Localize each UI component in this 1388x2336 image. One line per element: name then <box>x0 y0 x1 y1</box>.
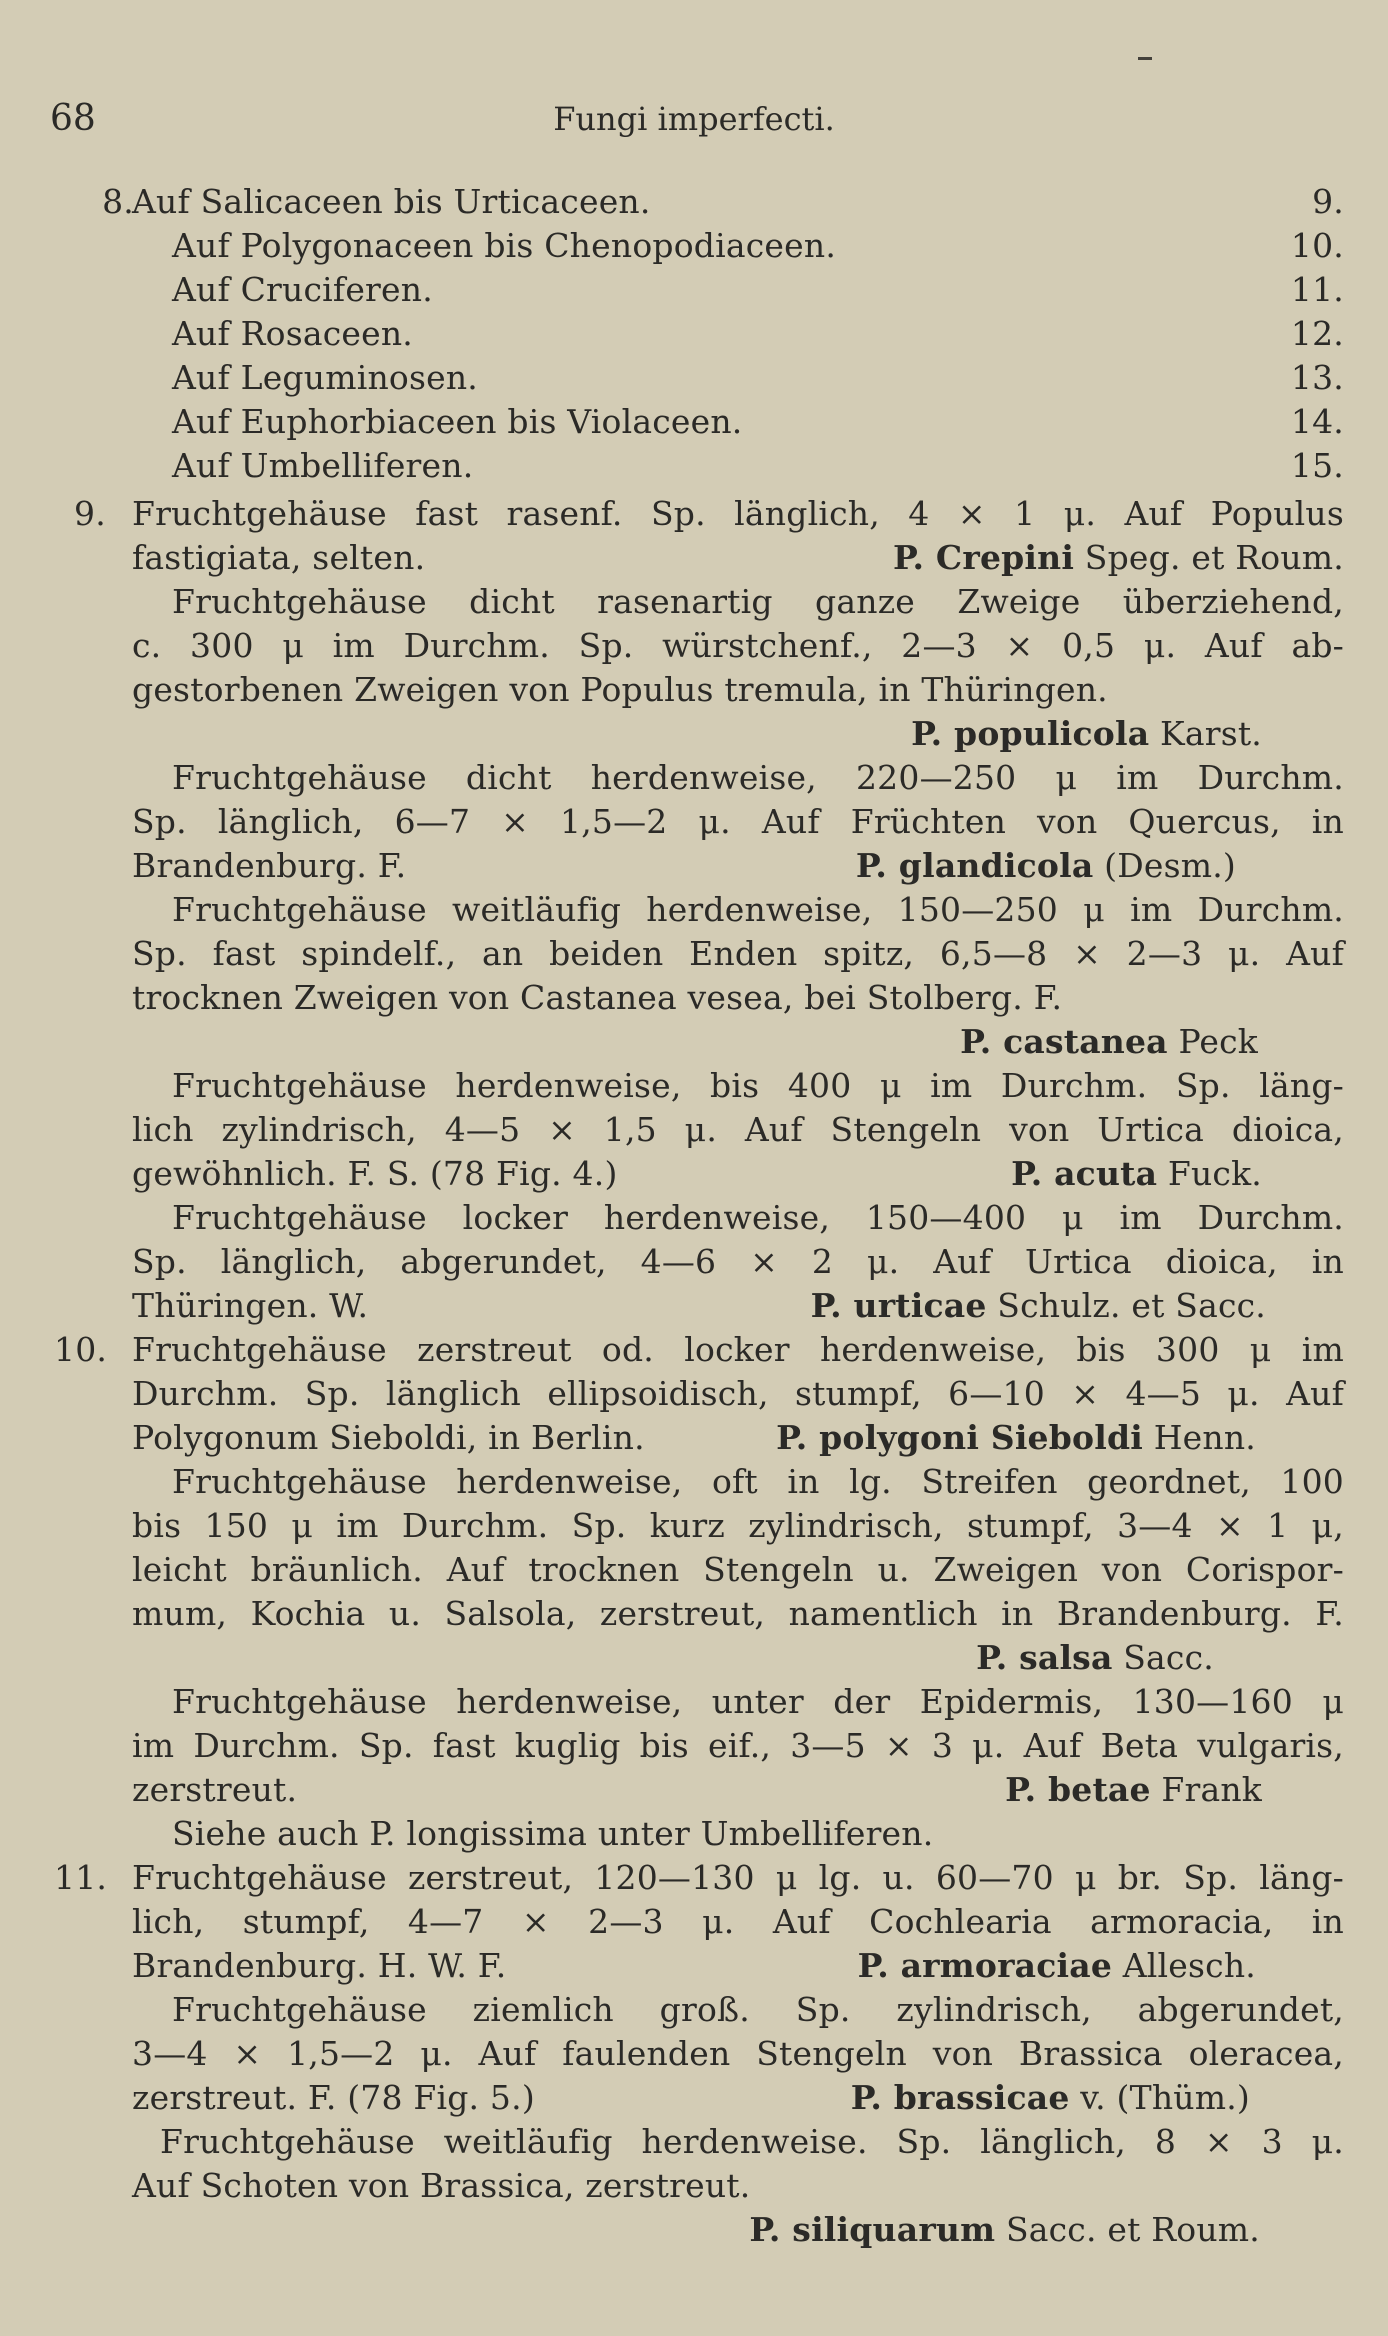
text-line: trocknen Zweigen von Castanea vesea, bei Stolberg. F. <box>132 978 1063 1017</box>
species-author: Fuck. <box>1167 1154 1262 1193</box>
key-row <box>0 226 1388 270</box>
text-line: Fruchtgehäuse zerstreut, 120—130 μ lg. u. 60—70 μ br. Sp. läng- <box>132 1858 1344 1897</box>
text-line: leicht bräunlich. Auf trocknen Stengeln u. Zweigen von Corispor- <box>132 1550 1344 1589</box>
text-line: Auf Schoten von Brassica, zerstreut. <box>132 2166 751 2205</box>
species-line <box>0 538 1344 577</box>
species-name: P. polygoni Sieboldi <box>776 1418 1143 1457</box>
key-row <box>0 182 1388 226</box>
text-line: zerstreut. F. (78 Fig. 5.) <box>132 2078 535 2117</box>
key-reference: 9. <box>1312 182 1344 221</box>
text-line: im Durchm. Sp. fast kuglig bis eif., 3—5 × 3 μ. Auf Beta vulgaris, <box>132 1726 1344 1765</box>
text-line: Fruchtgehäuse locker herdenweise, 150—400 μ im Durchm. <box>172 1198 1344 1237</box>
key-row <box>0 446 1388 490</box>
text-line: zerstreut. <box>132 1770 298 1809</box>
species-line <box>0 714 1262 753</box>
species-name: P. acuta <box>1011 1154 1158 1193</box>
species-author: Frank <box>1161 1770 1262 1809</box>
key-text: Auf Cruciferen. <box>172 270 433 309</box>
species-name: P. glandicola <box>855 846 1094 885</box>
key-row <box>0 402 1388 446</box>
page-mark <box>1138 57 1152 60</box>
text-line: Fruchtgehäuse dicht rasenartig ganze Zweige überziehend, <box>172 582 1344 621</box>
text-line: Durchm. Sp. länglich ellipsoidisch, stumpf, 6—10 × 4—5 μ. Auf <box>132 1374 1344 1413</box>
key-row <box>0 358 1388 402</box>
species-line <box>0 1022 1258 1061</box>
species-name: P. urticae <box>810 1286 987 1325</box>
species-author: Sacc. <box>1123 1638 1214 1677</box>
text-line: Siehe auch P. longissima unter Umbelliferen. <box>172 1814 934 1853</box>
key-reference: 11. <box>1290 270 1344 309</box>
species-name: P. armoraciae <box>857 1946 1113 1985</box>
text-line: Brandenburg. F. <box>132 846 407 885</box>
text-line: Fruchtgehäuse weitläufig herdenweise. Sp. länglich, 8 × 3 μ. <box>160 2122 1344 2161</box>
text-line: Fruchtgehäuse herdenweise, bis 400 μ im Durchm. Sp. läng- <box>172 1066 1344 1105</box>
species-author: Speg. et Roum. <box>1084 538 1344 577</box>
key-reference: 15. <box>1290 446 1344 485</box>
text-line: Fruchtgehäuse herdenweise, unter der Epidermis, 130—160 μ <box>172 1682 1344 1721</box>
running-header <box>0 98 1388 144</box>
species-author: Karst. <box>1160 714 1262 753</box>
key-number: 11. <box>54 1858 108 1897</box>
text-line: Sp. fast spindelf., an beiden Enden spitz, 6,5—8 × 2—3 μ. Auf <box>132 934 1344 973</box>
key-number: 8. <box>102 182 134 221</box>
text-line: 3—4 × 1,5—2 μ. Auf faulenden Stengeln von Brassica oleracea, <box>132 2034 1344 2073</box>
species-name: P. Crepini <box>892 538 1075 577</box>
key-number: 9. <box>74 494 106 533</box>
text-line: Fruchtgehäuse fast rasenf. Sp. länglich, 4 × 1 μ. Auf Populus <box>132 494 1344 533</box>
text-line: Sp. länglich, 6—7 × 1,5—2 μ. Auf Früchten von Quercus, in <box>132 802 1344 841</box>
key-text: Auf Euphorbiaceen bis Violaceen. <box>172 402 743 441</box>
key-text: Auf Polygonaceen bis Chenopodiaceen. <box>172 226 837 265</box>
species-author: v. (Thüm.) <box>1080 2078 1250 2117</box>
species-name: P. populicola <box>911 714 1150 753</box>
running-title: Fungi imperfecti. <box>553 100 835 138</box>
text-line: Thüringen. W. <box>132 1286 369 1325</box>
text-line: Fruchtgehäuse herdenweise, oft in lg. Streifen geordnet, 100 <box>172 1462 1344 1501</box>
text-line: mum, Kochia u. Salsola, zerstreut, namentlich in Brandenburg. F. <box>132 1594 1344 1633</box>
species-line <box>0 2078 1250 2117</box>
species-line <box>0 1770 1262 1809</box>
species-author: Henn. <box>1153 1418 1256 1457</box>
text-line: gewöhnlich. F. S. (78 Fig. 4.) <box>132 1154 618 1193</box>
text-line: Sp. länglich, abgerundet, 4—6 × 2 μ. Auf Urtica dioica, in <box>132 1242 1344 1281</box>
species-author: (Desm.) <box>1104 846 1236 885</box>
text-line: Fruchtgehäuse dicht herdenweise, 220—250 μ im Durchm. <box>172 758 1344 797</box>
species-line <box>0 1154 1262 1193</box>
species-line <box>0 1418 1256 1457</box>
species-author: Sacc. et Roum. <box>1005 2210 1260 2249</box>
species-name: P. castanea <box>960 1022 1168 1061</box>
key-text: Auf Leguminosen. <box>172 358 478 397</box>
species-name: P. brassicae <box>850 2078 1070 2117</box>
key-text: Auf Umbelliferen. <box>172 446 474 485</box>
key-number: 10. <box>54 1330 108 1369</box>
species-line <box>0 1946 1256 1985</box>
text-line: Polygonum Sieboldi, in Berlin. <box>132 1418 645 1457</box>
text-line: bis 150 μ im Durchm. Sp. kurz zylindrisch, stumpf, 3—4 × 1 μ, <box>132 1506 1344 1545</box>
text-line: gestorbenen Zweigen von Populus tremula, in Thüringen. <box>132 670 1108 709</box>
key-text: Auf Salicaceen bis Urticaceen. <box>132 182 651 221</box>
text-line: lich, stumpf, 4—7 × 2—3 μ. Auf Cochlearia armoracia, in <box>132 1902 1344 1941</box>
species-line <box>0 1638 1214 1677</box>
species-line <box>0 2210 1260 2249</box>
species-line <box>0 846 1236 885</box>
species-author: Allesch. <box>1122 1946 1256 1985</box>
species-author: Schulz. et Sacc. <box>997 1286 1266 1325</box>
text-line: fastigiata, selten. <box>132 538 426 577</box>
text-line: Fruchtgehäuse weitläufig herdenweise, 150—250 μ im Durchm. <box>172 890 1344 929</box>
species-name: P. siliquarum <box>749 2210 996 2249</box>
key-row <box>0 270 1388 314</box>
species-author: Peck <box>1178 1022 1258 1061</box>
species-name: P. betae <box>1005 1770 1151 1809</box>
text-line: c. 300 μ im Durchm. Sp. würstchenf., 2—3 × 0,5 μ. Auf ab- <box>132 626 1344 665</box>
text-line: Brandenburg. H. W. F. <box>132 1946 507 1985</box>
text-line: Fruchtgehäuse zerstreut od. locker herdenweise, bis 300 μ im <box>132 1330 1344 1369</box>
key-reference: 14. <box>1290 402 1344 441</box>
page-number: 68 <box>50 98 96 139</box>
text-line: lich zylindrisch, 4—5 × 1,5 μ. Auf Stengeln von Urtica dioica, <box>132 1110 1344 1149</box>
key-reference: 13. <box>1290 358 1344 397</box>
key-row <box>0 314 1388 358</box>
key-text: Auf Rosaceen. <box>172 314 413 353</box>
text-line: Fruchtgehäuse ziemlich groß. Sp. zylindrisch, abgerundet, <box>172 1990 1344 2029</box>
species-line <box>0 1286 1266 1325</box>
species-name: P. salsa <box>976 1638 1113 1677</box>
key-reference: 12. <box>1290 314 1344 353</box>
key-reference: 10. <box>1290 226 1344 265</box>
